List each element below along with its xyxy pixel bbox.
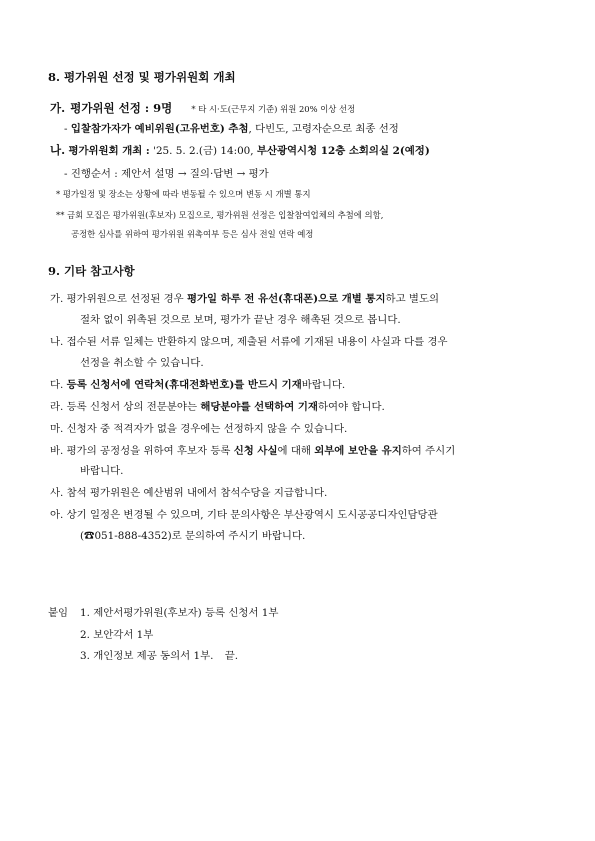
s9-ra-b: 해당분야를 선택하여 기재: [200, 401, 318, 413]
document-end-mark: 끝.: [224, 650, 239, 662]
s9-da-a: 다.: [50, 379, 67, 391]
s9-ba-line2: 바랍니다.: [80, 465, 124, 477]
s8-ga-sub-bold: 입찰참가자가 예비위원(고유번호) 추첨: [70, 123, 249, 135]
s9-ra-line: [50, 398, 385, 413]
s9-ma-line: 마. 신청자 중 적격자가 없을 경우에는 선정하지 않을 수 있습니다.: [50, 423, 348, 435]
s9-ra-c: 하여야 합니다.: [317, 401, 385, 413]
section-8-heading: 8. 평가위원 선정 및 평가위원회 개최: [48, 70, 236, 84]
s9-ba-e: 하여 주시기: [401, 445, 456, 457]
s8-na-bold2: 부산광역시청 12층 소회의실 2(예정): [256, 145, 430, 157]
attachment-item-3: [80, 647, 238, 662]
attachments-label: 붙임: [48, 607, 69, 619]
s8-ga-note: * 타 시·도(근무지 기준) 위원 20% 이상 선정: [191, 104, 356, 114]
s9-a-line2: (☎051-888-4352)로 문의하여 주시기 바랍니다.: [80, 530, 306, 542]
attachment-item-2: 2. 보안각서 1부: [80, 629, 154, 641]
s9-a-line1: 아. 상기 일정은 변경될 수 있으며, 기타 문의사항은 부산광역시 도시공공디자인담당관: [50, 509, 438, 521]
s8-na-line: [50, 142, 430, 158]
s9-ga-c: 하고 별도의: [385, 293, 440, 305]
section-9-heading: 9. 기타 참고사항: [48, 264, 135, 278]
s9-ga-line2: 절차 없이 위촉된 것으로 보며, 평가가 끝난 경우 해촉된 것으로 봅니다.: [80, 314, 401, 326]
s8-ga-title: 평가위원 선정 : 9명: [70, 101, 173, 115]
s8-na-bold1: 평가위원회 개최 :: [68, 145, 150, 157]
s8-ga-dash: -: [64, 123, 68, 135]
attachment-item-3-text: 3. 개인정보 제공 동의서 1부.: [80, 650, 214, 662]
s9-da-b: 등록 신청서에 연락처(휴대전화번호)를 반드시 기재: [66, 379, 302, 391]
s9-ba-b: 신청 사실: [233, 445, 278, 457]
s8-note-2-line1: ** 금회 모집은 평가위원(후보자) 모집으로, 평가위원 선정은 입찰참여업체의 추첨에 의함,: [56, 210, 384, 220]
s8-note-2-line2: 공정한 심사를 위하여 평가위원 위촉여부 등은 심사 전일 연락 예정: [71, 229, 314, 239]
s9-na-line2: 선정을 취소할 수 있습니다.: [80, 357, 204, 369]
s8-ga-label: 가.: [50, 101, 66, 115]
s9-ba-d: 외부에 보안을 유지: [314, 445, 402, 457]
s9-ba-a: 바. 평가의 공정성을 위하여 후보자 등록: [50, 445, 234, 457]
s8-ga-sub-rest: , 다빈도, 고령자순으로 최종 선정: [248, 123, 399, 135]
s8-na-date: '25. 5. 2.(금) 14:00,: [149, 145, 257, 157]
s8-ga-line: [50, 97, 355, 116]
s9-ba-line1: [50, 442, 455, 457]
attachment-item-1: 1. 제안서평가위원(후보자) 등록 신청서 1부: [80, 607, 279, 619]
s8-na-sub: - 진행순서 : 제안서 설명 → 질의·답변 → 평가: [64, 168, 269, 180]
s9-ga-line1: [50, 290, 439, 305]
s9-ra-a: 라. 등록 신청서 상의 전문분야는: [50, 401, 201, 413]
s9-da-line: [50, 376, 345, 391]
s8-na-label: 나.: [50, 143, 66, 157]
s8-ga-sub-line: [64, 120, 399, 135]
s8-note-1: * 평가일정 및 장소는 상황에 따라 변동될 수 있으며 변동 시 개별 통지: [56, 189, 311, 199]
s9-na-line1: 나. 접수된 서류 일체는 반환하지 않으며, 제출된 서류에 기재된 내용이 사실과 다를 경우: [50, 336, 448, 348]
s9-sa-line: 사. 참석 평가위원은 예산범위 내에서 참석수당을 지급합니다.: [50, 487, 328, 499]
s9-da-c: 바랍니다.: [301, 379, 346, 391]
s9-ba-c: 에 대해: [277, 445, 315, 457]
s9-ga-a: 가. 평가위원으로 선정된 경우: [50, 293, 187, 305]
s9-ga-b: 평가일 하루 전 유선(휴대폰)으로 개별 통지: [186, 293, 386, 305]
